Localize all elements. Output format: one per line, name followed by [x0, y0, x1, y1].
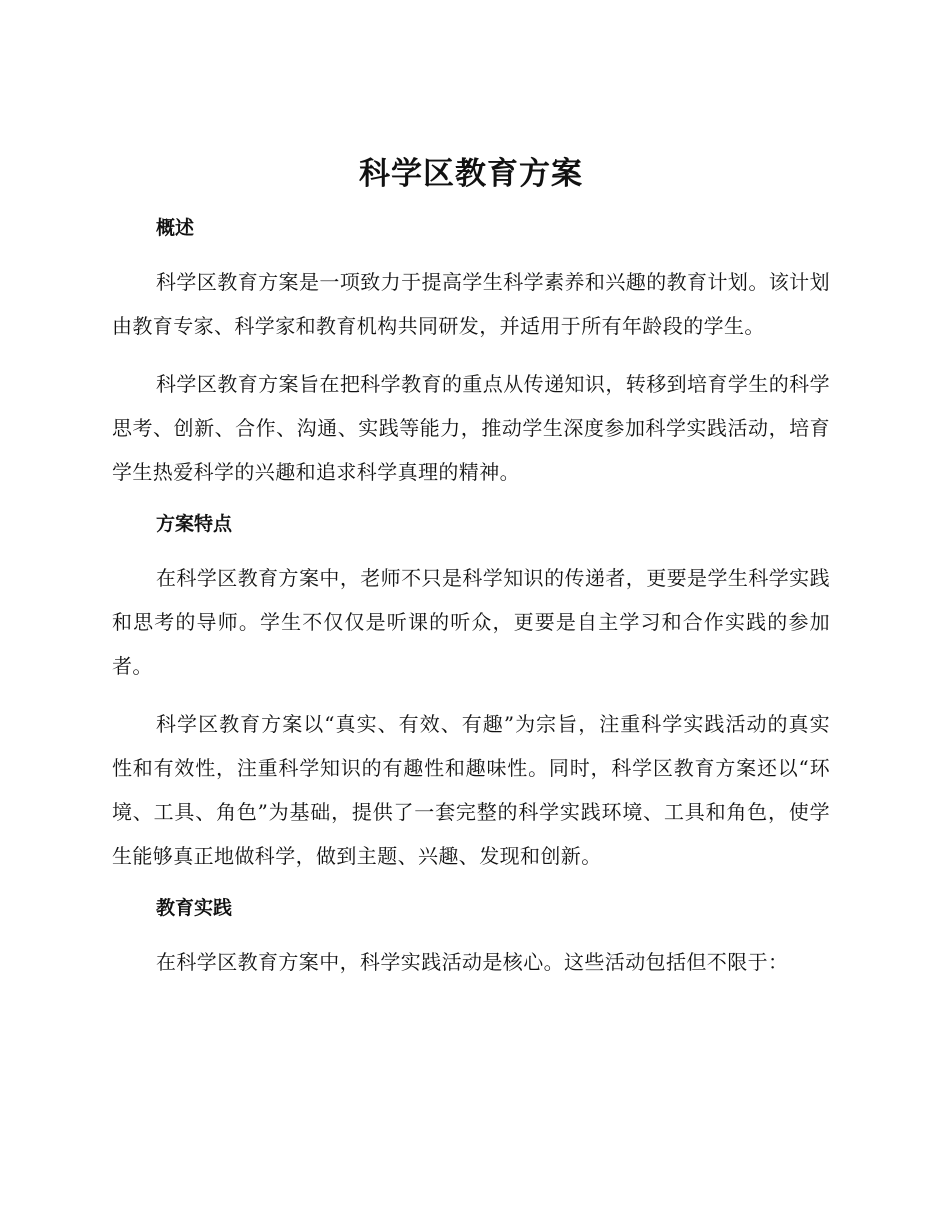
section-heading: 方案特点 — [156, 513, 233, 535]
section-practice — [112, 892, 830, 984]
section-features — [112, 508, 830, 878]
document-title: 科学区教育方案 — [359, 156, 583, 192]
section-overview — [112, 212, 830, 494]
paragraph: 在科学区教育方案中，老师不只是科学知识的传递者，更要是学生科学实践和思考的导师。学生不仅仅是听课的听众，更要是自主学习和合作实践的参加者。 — [112, 566, 830, 678]
paragraph: 在科学区教育方案中，科学实践活动是核心。这些活动包括但不限于： — [156, 950, 789, 974]
paragraph: 科学区教育方案旨在把科学教育的重点从传递知识，转移到培育学生的科学思考、创新、合作、沟通、实践等能力，推动学生深度参加科学实践活动，培育学生热爱科学的兴趣和追求科学真理的精神。 — [112, 372, 830, 484]
section-heading: 教育实践 — [156, 897, 233, 919]
paragraph: 科学区教育方案以“真实、有效、有趣”为宗旨，注重科学实践活动的真实性和有效性，注重科学知识的有趣性和趣味性。同时，科学区教育方案还以“环境、工具、角色”为基础，提供了一套完整的科学实践环境、工具和角色，使学生能够真正地做科学，做到主题、兴趣、发现和创新。 — [112, 712, 830, 868]
paragraph: 科学区教育方案是一项致力于提高学生科学素养和兴趣的教育计划。该计划由教育专家、科学家和教育机构共同研发，并适用于所有年龄段的学生。 — [112, 270, 830, 338]
section-heading: 概述 — [156, 217, 195, 239]
